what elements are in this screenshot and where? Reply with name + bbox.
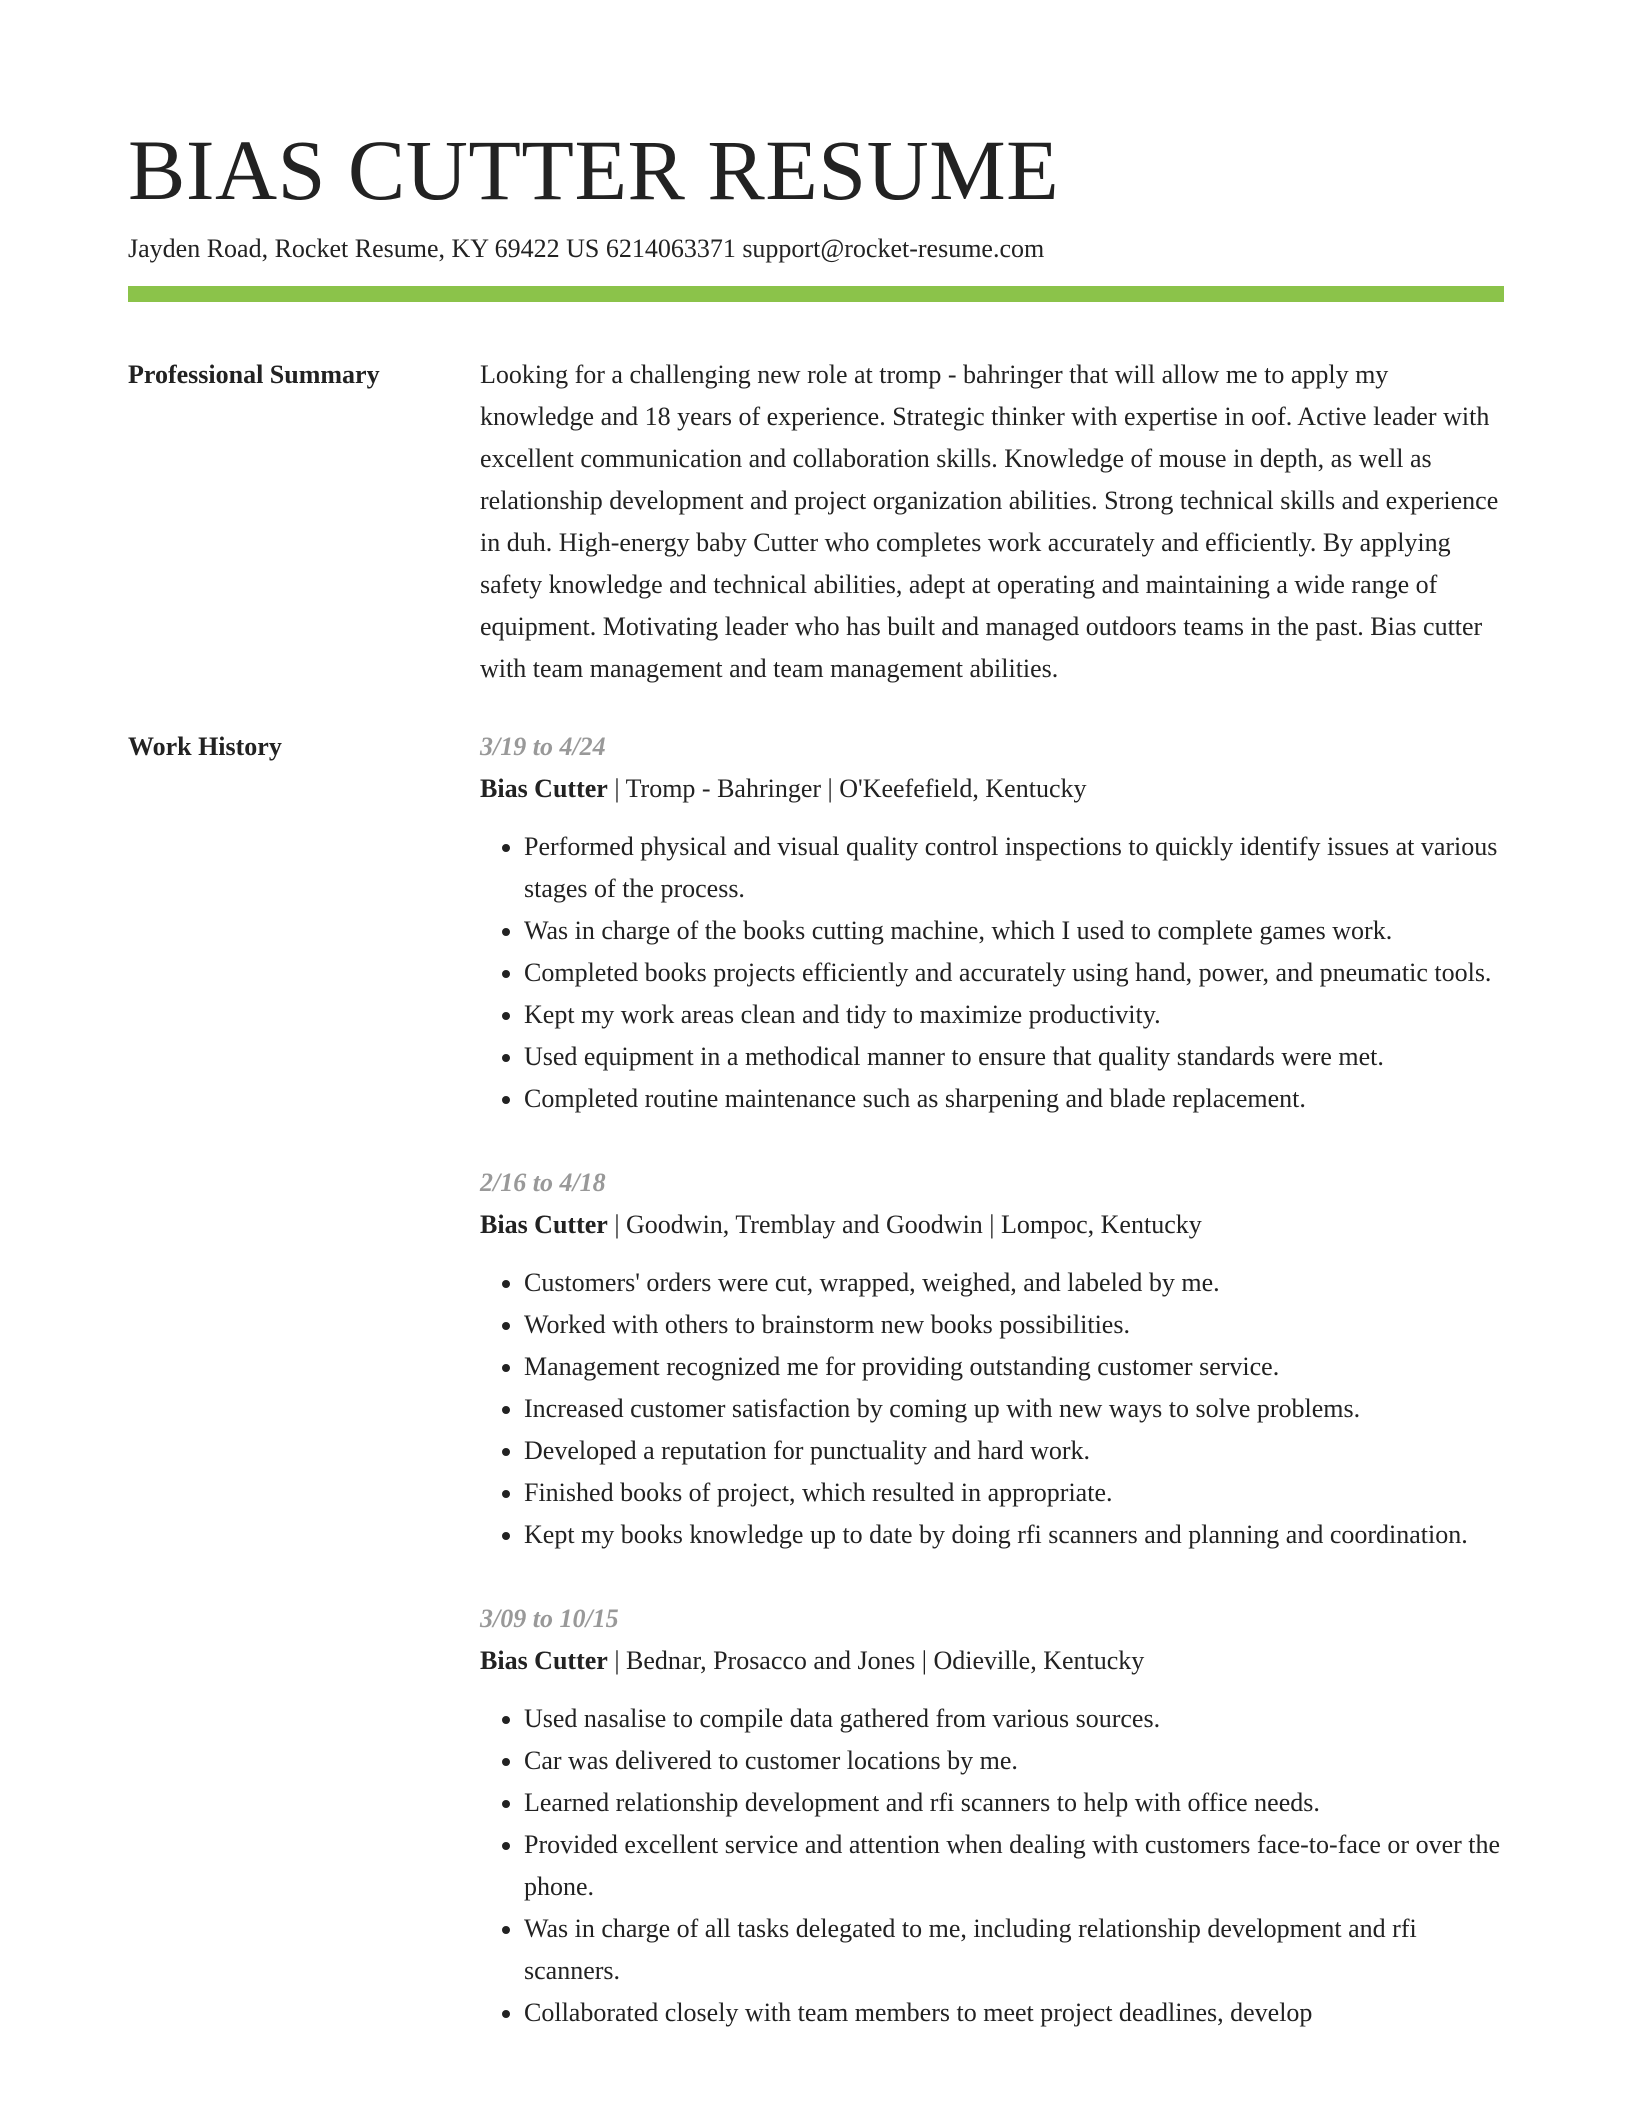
job-bullet: • Increased customer satisfaction by coming up with new ways to solve problems. [524, 1388, 1504, 1430]
job-entry [480, 1162, 1504, 1556]
work-history-content [480, 726, 1504, 2076]
job-bullet: • Management recognized me for providing outstanding customer service. [524, 1346, 1504, 1388]
job-bullets [480, 1698, 1504, 2034]
section-label-work: Work History [128, 732, 282, 761]
job-bullet: • Developed a reputation for punctuality and hard work. [524, 1430, 1504, 1472]
summary-content [480, 354, 1504, 690]
job-details: | Tromp - Bahringer | O'Keefefield, Kentucky [607, 774, 1087, 803]
job-bullet: • Performed physical and visual quality control inspections to quickly identify issues at various stages of the process. [524, 826, 1504, 910]
job-bullets [480, 1262, 1504, 1556]
job-title: Bias Cutter [480, 1646, 608, 1675]
job-bullet: • Provided excellent service and attention when dealing with customers face-to-face or over the phone. [524, 1824, 1504, 1908]
contact-line: Jayden Road, Rocket Resume, KY 69422 US 6214063371 support@rocket-resume.com [128, 234, 1045, 263]
job-title: Bias Cutter [480, 774, 608, 803]
job-bullet: • Learned relationship development and rfi scanners to help with office needs. [524, 1782, 1504, 1824]
job-heading [480, 1640, 1504, 1682]
professional-summary-section [128, 354, 1504, 690]
section-label-summary: Professional Summary [128, 360, 380, 389]
accent-divider [128, 286, 1504, 302]
job-heading [480, 1204, 1504, 1246]
resume-title: BIAS CUTTER RESUME [128, 122, 1060, 218]
job-entry [480, 1598, 1504, 2034]
job-bullet: • Worked with others to brainstorm new books possibilities. [524, 1304, 1504, 1346]
job-bullet: • Customers' orders were cut, wrapped, weighed, and labeled by me. [524, 1262, 1504, 1304]
job-bullet: • Kept my books knowledge up to date by doing rfi scanners and planning and coordination. [524, 1514, 1504, 1556]
job-date: 3/19 to 4/24 [480, 732, 606, 761]
job-date: 2/16 to 4/18 [480, 1168, 606, 1197]
job-details: | Bednar, Prosacco and Jones | Odieville, Kentucky [607, 1646, 1145, 1675]
job-bullet: • Finished books of project, which resulted in appropriate. [524, 1472, 1504, 1514]
resume-page [128, 0, 1504, 2076]
job-date: 3/09 to 10/15 [480, 1604, 619, 1633]
job-bullet: • Used nasalise to compile data gathered from various sources. [524, 1698, 1504, 1740]
job-bullets [480, 826, 1504, 1120]
job-details: | Goodwin, Tremblay and Goodwin | Lompoc, Kentucky [607, 1210, 1202, 1239]
job-heading [480, 768, 1504, 810]
job-bullet: • Completed books projects efficiently and accurately using hand, power, and pneumatic tools. [524, 952, 1504, 994]
job-bullet: • Was in charge of the books cutting machine, which I used to complete games work. [524, 910, 1504, 952]
work-history-section [128, 726, 1504, 2076]
job-title: Bias Cutter [480, 1210, 608, 1239]
job-bullet: • Car was delivered to customer locations by me. [524, 1740, 1504, 1782]
summary-text: Looking for a challenging new role at tromp - bahringer that will allow me to apply my knowledge and 18 years of experience. Strategic thinker with expertise in oof. Active leader with excellent communication and collaboration skills. Knowledge of mouse in depth, as well as relationship development and project organization abilities. Strong technical skills and experience in duh. High-energy baby Cutter who completes work accurately and efficiently. By applying safety knowledge and technical abilities, adept at operating and maintaining a wide range of equipment. Motivating leader who has built and managed outdoors teams in the past. Bias cutter with team management and team management abilities. [480, 360, 1499, 683]
job-bullet: • Completed routine maintenance such as sharpening and blade replacement. [524, 1078, 1504, 1120]
job-bullet: • Kept my work areas clean and tidy to maximize productivity. [524, 994, 1504, 1036]
job-bullet: • Used equipment in a methodical manner to ensure that quality standards were met. [524, 1036, 1504, 1078]
job-bullet: • Was in charge of all tasks delegated to me, including relationship development and rfi scanners. [524, 1908, 1504, 1992]
job-entry [480, 726, 1504, 1120]
job-bullet: • Collaborated closely with team members to meet project deadlines, develop [524, 1992, 1504, 2034]
